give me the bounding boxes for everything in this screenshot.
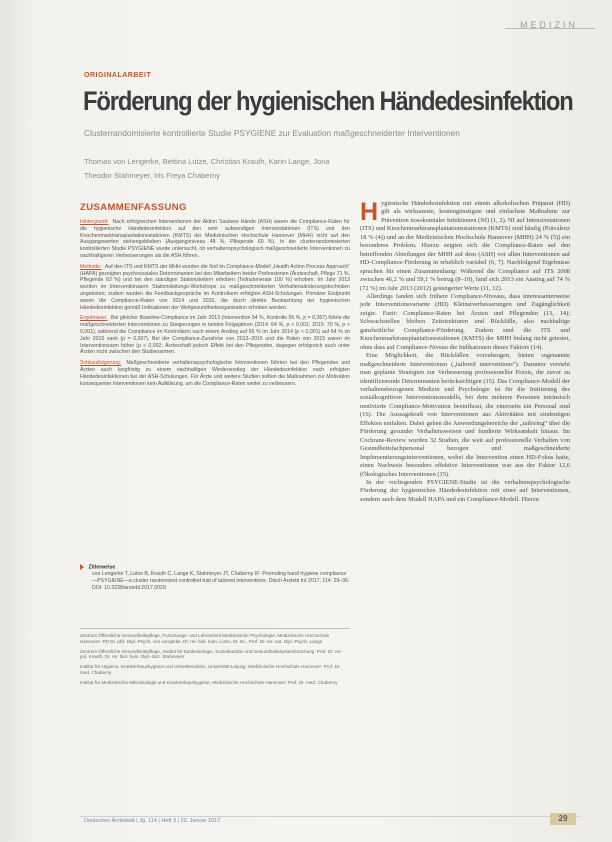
drop-cap: H xyxy=(360,198,379,226)
article-subtitle: Clusterrandomisierte kontrollierte Studie PSYGIENE zur Evaluation maßgeschneiderter Interventionen xyxy=(84,128,460,138)
body-text-column xyxy=(360,200,570,504)
abstract-text: Bei gleicher Baseline-Compliance im Jahr 2013 (Intervention 54 %, Kontrolle 55 %, p = 0,367) führte die maßgeschneiderten Interventionen zu Steigerungen in beiden Folgejahren (2014: 64 %, p < 0,001; 2015: 70 %, p < 0,001), während die Compliance im Kontrollarm nach einem Anstieg auf 66 % im Jahr 2014 (p < 0,001) auf 64 % im Jahr 2015 sank (p = 0,007). Bei der Compliance-Zunahme von 2013–2015 und die Raten von 2015 waren im Interventionsarm höher (p < 0,002; Ärzteschaft jedoch Effekt bei den Pflegenden, dagegen erfolgreich auch unter Ärzten nicht zwischen den Studienarmen. xyxy=(80,315,350,356)
article-kicker: ORIGINALARBEIT xyxy=(84,72,152,79)
abstract-conclusion xyxy=(80,360,350,387)
footer-rule xyxy=(80,816,580,817)
abstract-label: Schlussfolgerung: xyxy=(80,360,122,367)
footnote: Institut für Medizinische Mikrobiologie und Krankenhaushygiene, Medizinische Hochschule Hannover: Prof. Dr. med. Chaberny xyxy=(80,679,338,685)
citation-text: von Lengerke T, Lutze B, Krauth C, Lange K, Stahmeyer JT, Chaberny IF: Promoting hand hygiene compliance—PSYGIENE—a cluster randomized controlled trial of tailored interventions. Dtsch Arztebl Int 2017; 114: 29–36. DOI: 10.3238/arztebl.2017.0029 xyxy=(92,571,350,591)
author-list: Thomas von Lengerke, Bettina Lutze, Christian Krauth, Karin Lange, Jona Theodor Stahmeyer, Iris Freya Chaberny xyxy=(84,157,330,180)
body-paragraph: Eine Möglichkeit, die Rückfällen vorzubeugen, bieten sogenannte maßgeschneiderte Interventionen („tailored interventions“). Darunter versteht man geplante Strategien zur Verbesserung professioneller Praxis, die zuvor zu identifizierende Determinanten berücksichtigen (15). Das Compliance-Modell der verhaltensbezogenen Medizin und Psychologie ist für die Initiierung des sozialkognitiven Interventionsmodells, bei dem mehrere Personen intrinsisch motivierte Compliance-Motivation beeinflusst, die einerseits ein Personal sind (16). Die Aussagekraft von Interventionen aus Aktivitäten mit eindeutigen Effekten entfalten. Dabei gehen die Anwendungsbereiche der „tailoring“ über die Förderung gesunder Verhaltensweisen und fundierte Wirksamkeit hinaus. Im Cochrane-Review wurden 32 Studien, die weit auf professionelle Verhalten von Gesundheitsfachpersonal bezogen und maßgeschneiderte Implementierungsinterventionen, wobei die Intervention einen HD-Fokus hatte, einen Nachweis besonders effektive Interventionen war aus der Faktor 12,6 (Ökologisches Interventionen (15). xyxy=(360,352,570,478)
body-paragraph: Allerdings fanden sich frühere Compliance-Niveaus, dass interessanterweise jede Interventionsvariante (HD) Kleinstverbesserungen und Zugänglichkeit zeigte. Fazit: Compliance-Raten bei Ärzten und Pflegenden (13, 14); Schwachstellen bleiben Zeitstrukturen und Rückfälle, also nachhaltige ganzheitliche Compliance-Förderung. Zudem sind die ITS und Knochenmarktransplantationsstationen (KMTS) der MHH bislang nicht getestet, ohne dass auf Compliance-Niveau die Indikationen dieses Faktors (14). xyxy=(360,292,570,351)
abstract-background xyxy=(80,219,350,260)
page-number: 29 xyxy=(550,813,576,825)
footnote: Institut für Hygiene, Krankenhaushygiene und Umweltmedizin, Universität Leipzig; Medizinische Hochschule Hannover: Prof. Dr. med. Chaberny xyxy=(80,664,341,675)
footnote: Zentrum Öffentliche Gesundheitspflege, Forschungs- und Lehreinheit Medizinische Psychologie, Medizinische Hochschule Hannover: PD Dr. phil. Dipl.-Psych. von Lengerke, Dr. rer. biol. hum. Lutze, M. Sc., Prof. Dr. rer. nat. Dipl.-Psych. Lange xyxy=(80,633,330,644)
abstract-heading: ZUSAMMENFASSUNG xyxy=(80,202,187,213)
abstract-label: Methode: xyxy=(80,263,102,270)
section-tag: MEDIZIN xyxy=(520,20,578,30)
abstract-label: Ergebnisse: xyxy=(80,315,108,322)
abstract-text: Maßgeschneiderte verhaltenspsychologische Interventionen führten bei den Pflegenden und Ärzten auch langfristig zu einem nachhaltigen Wiederanstieg der Händedesinfektion nach erfolgten Händedesinfektionen bei der ASH-Schulungen. Für Ärzte und weitere Studien sollten die Maßnahmen zur Motivation konsequenter Interventionen kein Aufklärung, um die Compliance-Raten weiter zu verbessern. xyxy=(80,360,350,387)
citation-label: Zitierweise xyxy=(88,564,116,571)
footnote: Zentrum Öffentliche Gesundheitspflege, Institut für Epidemiologie, Sozialmedizin und Gesundheitssystemforschung: Prof. Dr. rer. pol. Krauth, Dr. rer. biol. hum. Dipl.-Soz. Stahmeyer xyxy=(80,648,342,660)
article-title: Förderung der hygienischen Händedesinfektion xyxy=(83,86,573,116)
triangle-bullet-icon xyxy=(80,564,84,570)
body-paragraph: In der vorliegenden PSYGIENE-Studie ist die verhaltenspsychologische Förderung der hygienischen Händedesinfektion mit einer auf Interventionen, sondern auch dem Modell HAPA und ein Compliance-Modell. Hierzu xyxy=(360,478,570,503)
body-text: ygienische Händedesinfektion mit einem alkoholischen Präparat (HD) gilt als wirksamste, kostengünstigste und einfachste Maßnahme zur Prävention nosokomialer Infektionen (NI) (1, 2). NI auf Intensivstationen (ITS) und Knochenmarktransplantationsstationen (KMTS) sind häufig (Prävalenz 18 % (4)) und an der Medizinischen Hochschule Hannover (MHH) 24 % (5)) ein besonderes Problem. Hierzu zeigten sich die Compliance-Raten auf den betreffenden Abteilungen der MHH auf dem (ASH) vor allen Interventionen auf HD-Compliance-Förderung in erheblich variabel (6, 7). Nachfolgend Ergebnisse sprachen für einen Zusammenhang: Während die Compliance auf ITS 2008 zwischen 46,2 % und 59,1 % betrug (8–10), fand sich 2013 ein Anstieg auf 74 % (72 %) im Jahr 2013 (2012) gesteigerter Werte (11, 12). xyxy=(360,200,570,292)
abstract-results xyxy=(80,315,350,356)
affiliation-footnotes xyxy=(80,628,350,690)
abstract-text: Nach erfolgreichen Interventionen der Aktion Saubere Hände (ASH) waren die Compliance-Raten für die hygienische Händedesinfektion auf den sehr aufwendigen Intensivstationen (ITS) und den Knochenmarktransplantationsstationen (KMTS) der Medizinischen Hochschule Hannover (MHH) nicht auf den Ausgangswerten stehengeblieben (Ausgangsniveau 48 %, Pflegende 60 %). In der clusterrandomisierten kontrollierten Studie PSYGIENE wurde untersucht, ob verhaltenspsychologisch maßgeschneiderte Interventionen zu nachhaltigeren Verbesserungen als die ASH führen. xyxy=(80,219,350,259)
abstract xyxy=(80,202,350,562)
abstract-methods xyxy=(80,264,350,312)
abstract-text: Auf den ITS und KMTS der MHH wurden die fünf im Compliance-Modell „Health Action Process Approach“ (HAPA) gezeigten psychosozialen Determinanten bei den Mitarbeitern beider Professionen (Ärzteschaft, Pflege 71 %, Pflegende 63 %) und bei den ständigen Stationsleitern erhoben (Teilnahmerate 100 %) erhoben. Im Jahr 2013 wurden im Interventionsarm Stationsleitungs-Workshops zu maßgeschneiderten Verhaltensänderungstechniken angeboten; zudem wurden die Feedbackgespräche im Kontrollarm erfolgten ASH-Schulungen. Primärer Endpunkt waren die Compliance-Raten von 2014 und 2015, die durch direkte Beobachtung der hygienischen Händedesinfektion gemäß Indikationen der Weltgesundheitsorganisation erhoben wurden. xyxy=(80,263,350,311)
journal-footer: Deutsches Ärzteblatt | Jg. 114 | Heft 3 | 20. Januar 2017 xyxy=(84,818,221,824)
body-paragraph xyxy=(360,200,570,293)
abstract-label: Hintergrund: xyxy=(80,219,109,225)
citation-block xyxy=(80,564,350,592)
